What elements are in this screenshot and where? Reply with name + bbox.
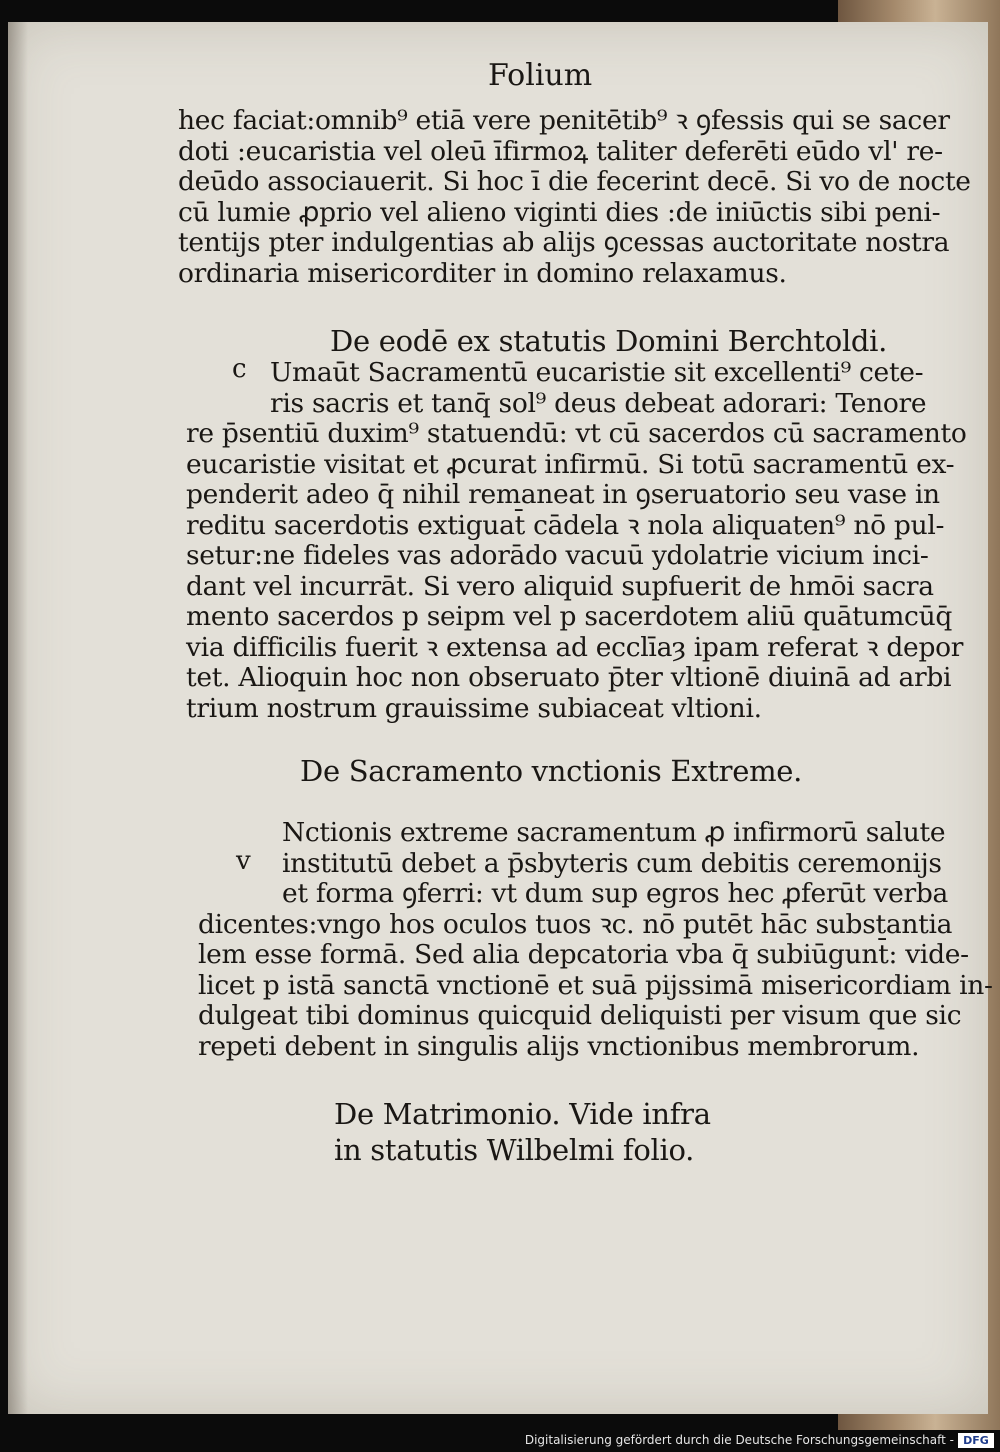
- text-line: trium nostrum grauissime subiaceat vltioni.: [186, 692, 762, 724]
- text-line: tet. Alioquin hoc non obseruato p̄ter vltionē diuinā ad arbi: [186, 662, 952, 693]
- text-line: setur:ne fideles vas adorādo vacuū ydolatrie vicium inci-: [186, 540, 929, 571]
- text-line: hec faciat:omnib⁹ etiā vere penitētib⁹ ꝛ ꝯfessis qui se sacer: [178, 105, 950, 136]
- text-line: institutū debet a p̄sbyteris cum debitis ceremonijs: [282, 847, 942, 879]
- text-line: et forma ꝯferri: vt dum sup egros hec ꝓferūt verba: [282, 878, 949, 909]
- text-line: repeti debent in singulis alijs vnctionibus membrorum.: [198, 1030, 920, 1062]
- marginal-guide-letter: v: [236, 846, 251, 876]
- text-line: Nctionis extreme sacramentum ꝓ infirmorū salute: [282, 817, 946, 848]
- text-line: De Matrimonio. Vide infra: [334, 1097, 711, 1131]
- text-line: dant vel incurrāt. Si vero aliquid supfuerit de hmōi sacra: [186, 570, 934, 602]
- text-line: mento sacerdos p seipm vel p sacerdotem aliū quātumcūq̄: [186, 601, 953, 632]
- text-line: ris sacris et tanq̄ sol⁹ deus debeat adorari: Tenore: [270, 387, 927, 419]
- text-line: lem esse formā. Sed alia depcatoria vba q̄ subiūgunt̄: vide-: [198, 939, 969, 970]
- folio-heading: Folium: [488, 58, 593, 93]
- text-line: via difficilis fuerit ꝛ extensa ad ecclīaȝ ipam referat ꝛ depor: [186, 631, 964, 663]
- text-line: eucaristie visitat et ꝓcurat infirmū. Si totū sacramentū ex-: [186, 448, 955, 480]
- section-heading-3: [334, 1096, 711, 1168]
- text-line: dulgeat tibi dominus quicquid deliquisti per visum que sic: [198, 1000, 962, 1031]
- text-line: in statutis Wilbelmi folio.: [334, 1133, 695, 1167]
- text-line: dicentes:vngo hos oculos tuos ꝛc. nō putēt hāc substantia: [198, 908, 953, 940]
- text-line: Umaūt Sacramentū eucaristie sit excellenti⁹ cete-: [270, 357, 924, 388]
- text-line: re p̄sentiū duxim⁹ statuendū: vt cū sacerdos cū sacramento: [186, 418, 967, 449]
- text-line: ordinaria misericorditer in domino relaxamus.: [178, 257, 787, 289]
- text-line: penderit adeo q̄ nihil remaneat in ꝯseruatorio seu vase in: [186, 479, 940, 510]
- paragraph-2: [186, 358, 967, 724]
- paragraph-3: [198, 818, 993, 1062]
- paragraph-1: [178, 106, 971, 289]
- dfg-logo-icon: DFG: [958, 1433, 994, 1448]
- marginal-guide-letter: c: [232, 354, 247, 384]
- funding-credit: Digitalisierung gefördert durch die Deutsche Forschungsgemeinschaft -: [524, 1433, 954, 1447]
- text-line: doti :eucaristia vel oleū īfirmoꝝ taliter deferēti eūdo vl' re-: [178, 135, 943, 167]
- text-line: tentijs pter indulgentias ab alijs ꝯcessas auctoritate nostra: [178, 227, 950, 258]
- text-line: licet p istā sanctā vnctionē et suā pijssimā misericordiam in-: [198, 969, 993, 1001]
- section-heading-1: De eodē ex statutis Domini Berchtoldi.: [330, 324, 888, 358]
- gutter-shadow: [8, 22, 28, 1414]
- text-line: deūdo associauerit. Si hoc ī die fecerint decē. Si vo de nocte: [178, 166, 971, 197]
- text-line: cū lumie ꝓprio vel alieno viginti dies :de iniūctis sibi peni-: [178, 196, 941, 228]
- section-heading-2: De Sacramento vnctionis Extreme.: [300, 754, 803, 788]
- text-line: reditu sacerdotis extiguat̄ cādela ꝛ nola aliquaten⁹ nō pul-: [186, 509, 945, 541]
